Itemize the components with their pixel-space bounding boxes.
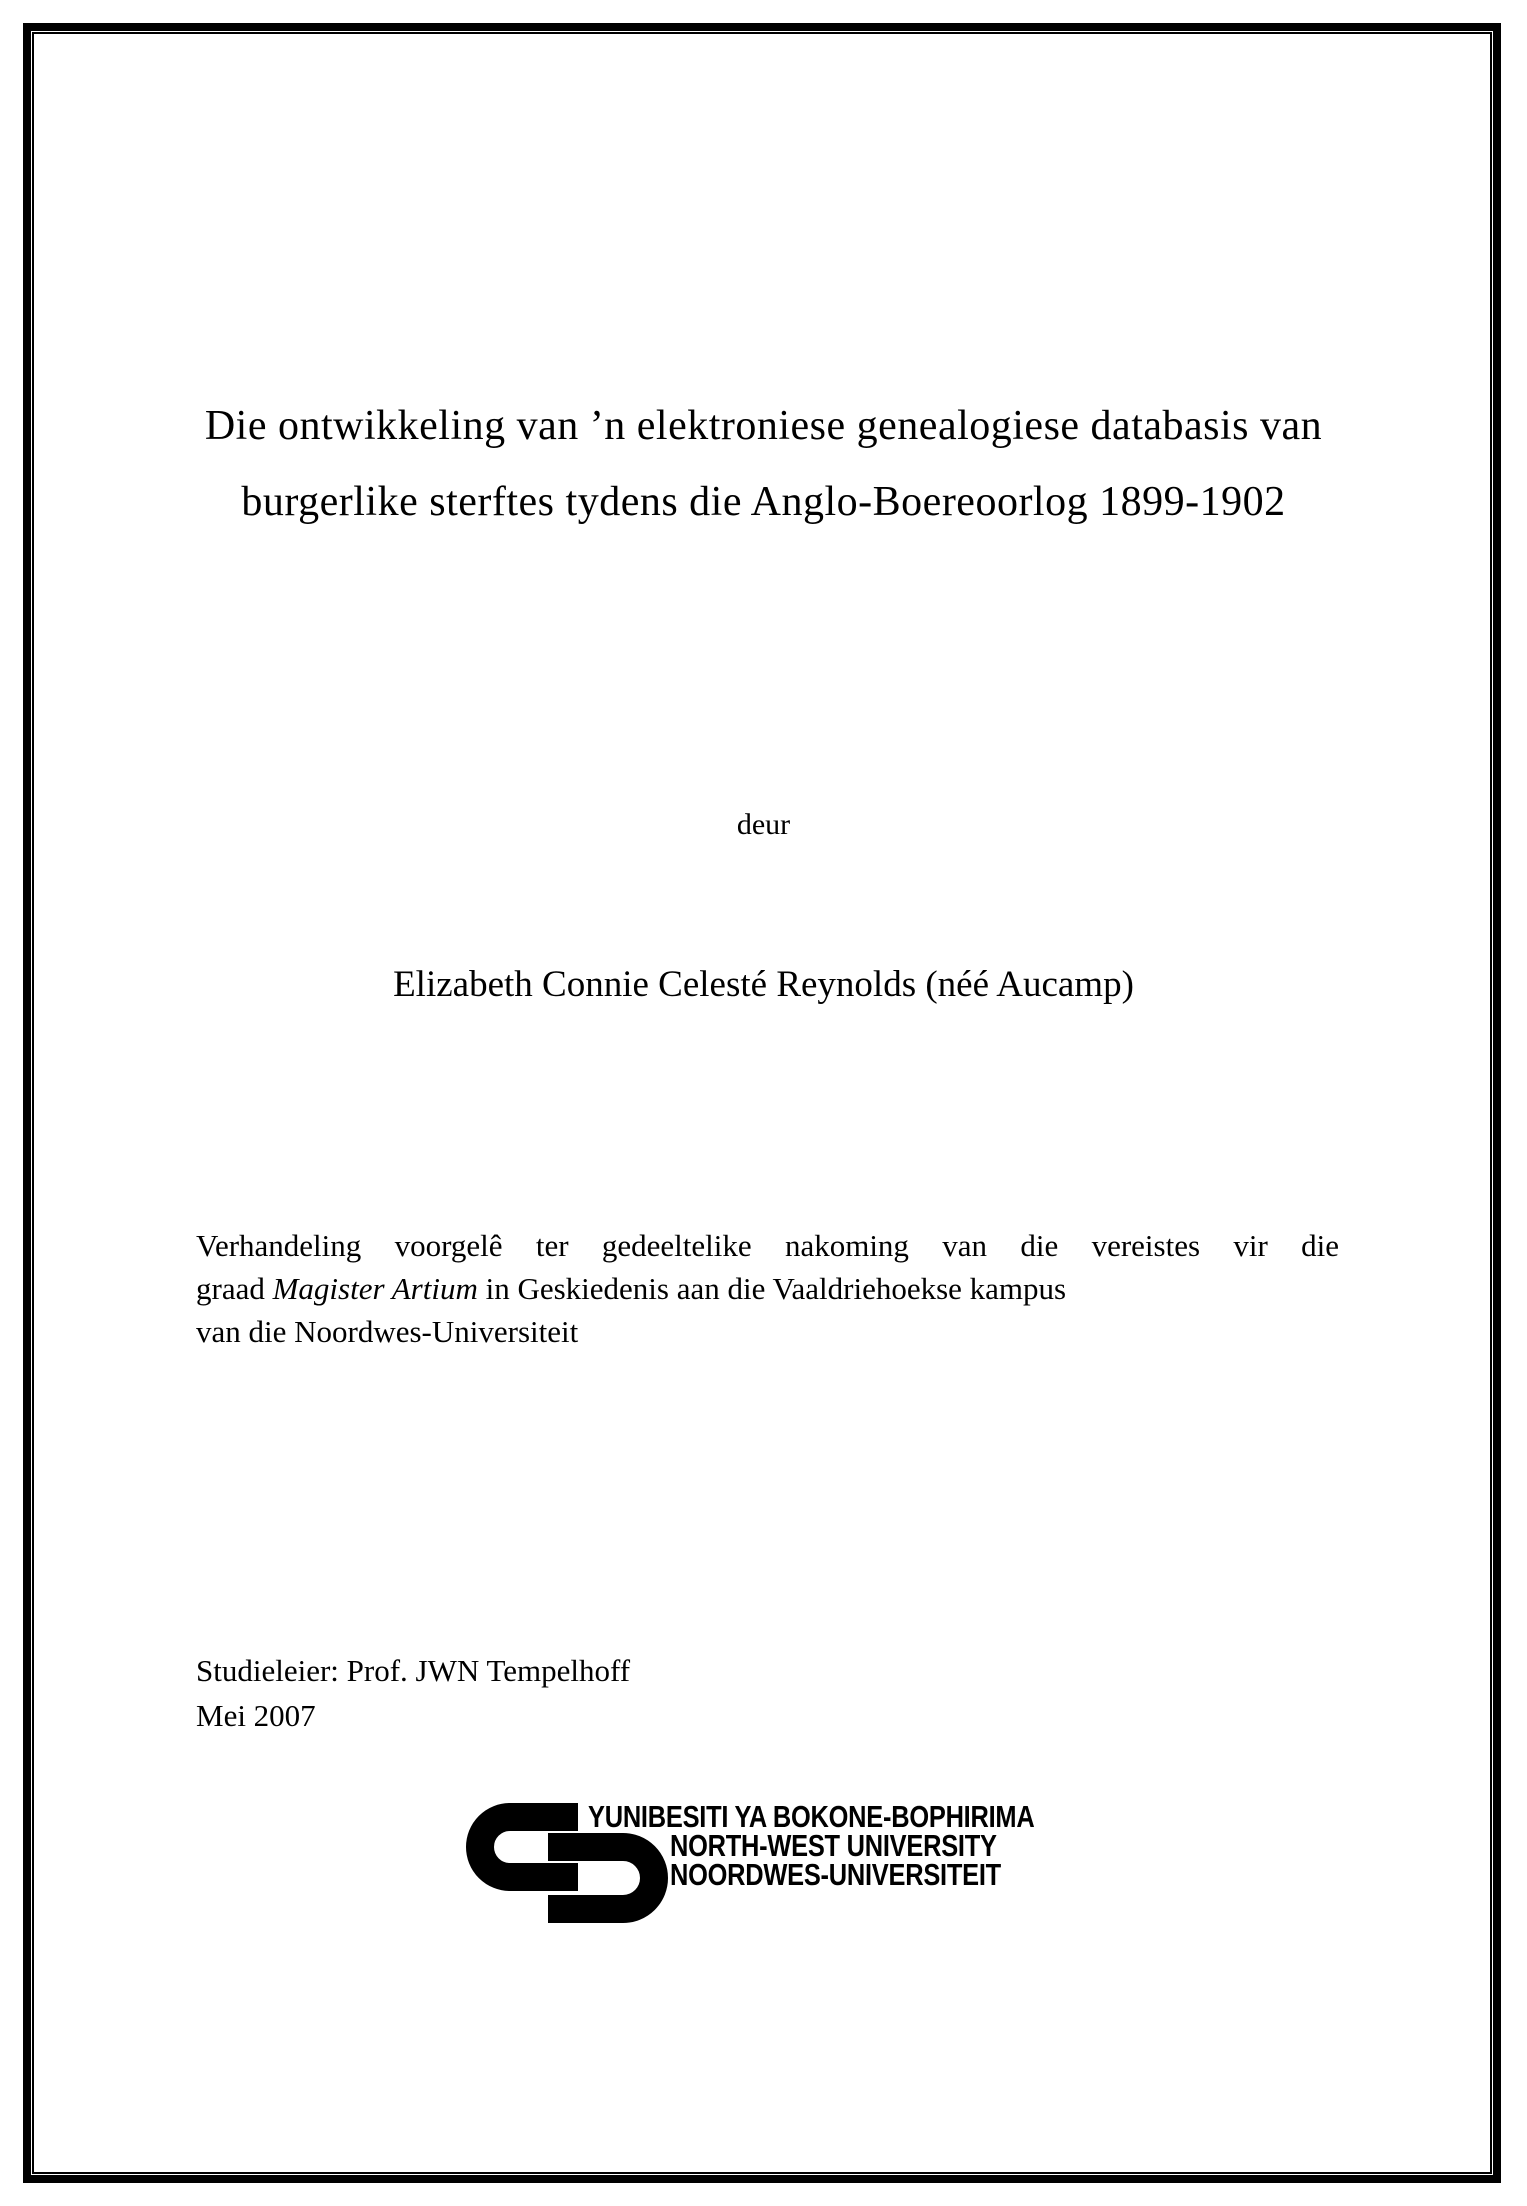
thesis-title-line1: Die ontwikkeling van ’n elektroniese genealogiese databasis van (204, 403, 1323, 449)
supervisor-block (196, 1648, 630, 1738)
logo-text-line2: NORTH-WEST UNIVERSITY (670, 1828, 997, 1863)
statement-line-3: van die Noordwes-Universiteit (196, 1314, 579, 1349)
university-logo (463, 1801, 1103, 1931)
submission-statement (196, 1224, 1339, 1353)
thesis-title-line2: burgerlike sterftes tydens die Anglo-Boereoorlog 1899-1902 (241, 479, 1286, 525)
statement-degree-name: Magister Artium (272, 1271, 478, 1306)
supervisor-line: Studieleier: Prof. JWN Tempelhoff (196, 1653, 631, 1688)
statement-line-2-post: in Geskiedenis aan die Vaaldriehoekse kampus (477, 1271, 1067, 1306)
statement-line-1: Verhandeling voorgelê ter gedeeltelike nakoming van die vereistes vir die (196, 1228, 1339, 1263)
byline-deur: deur (736, 808, 791, 841)
date-line: Mei 2007 (196, 1698, 316, 1733)
author-name: Elizabeth Connie Celesté Reynolds (néé Aucamp) (393, 964, 1134, 1005)
statement-line-2 (196, 1267, 1339, 1310)
thesis-title (40, 388, 1487, 540)
statement-line-2-pre: graad (196, 1271, 273, 1306)
logo-text-line3: NOORDWES-UNIVERSITEIT (670, 1857, 1001, 1892)
university-logo-text (588, 1799, 1035, 1892)
logo-text-line1: YUNIBESITI YA BOKONE-BOPHIRIMA (588, 1799, 1035, 1834)
